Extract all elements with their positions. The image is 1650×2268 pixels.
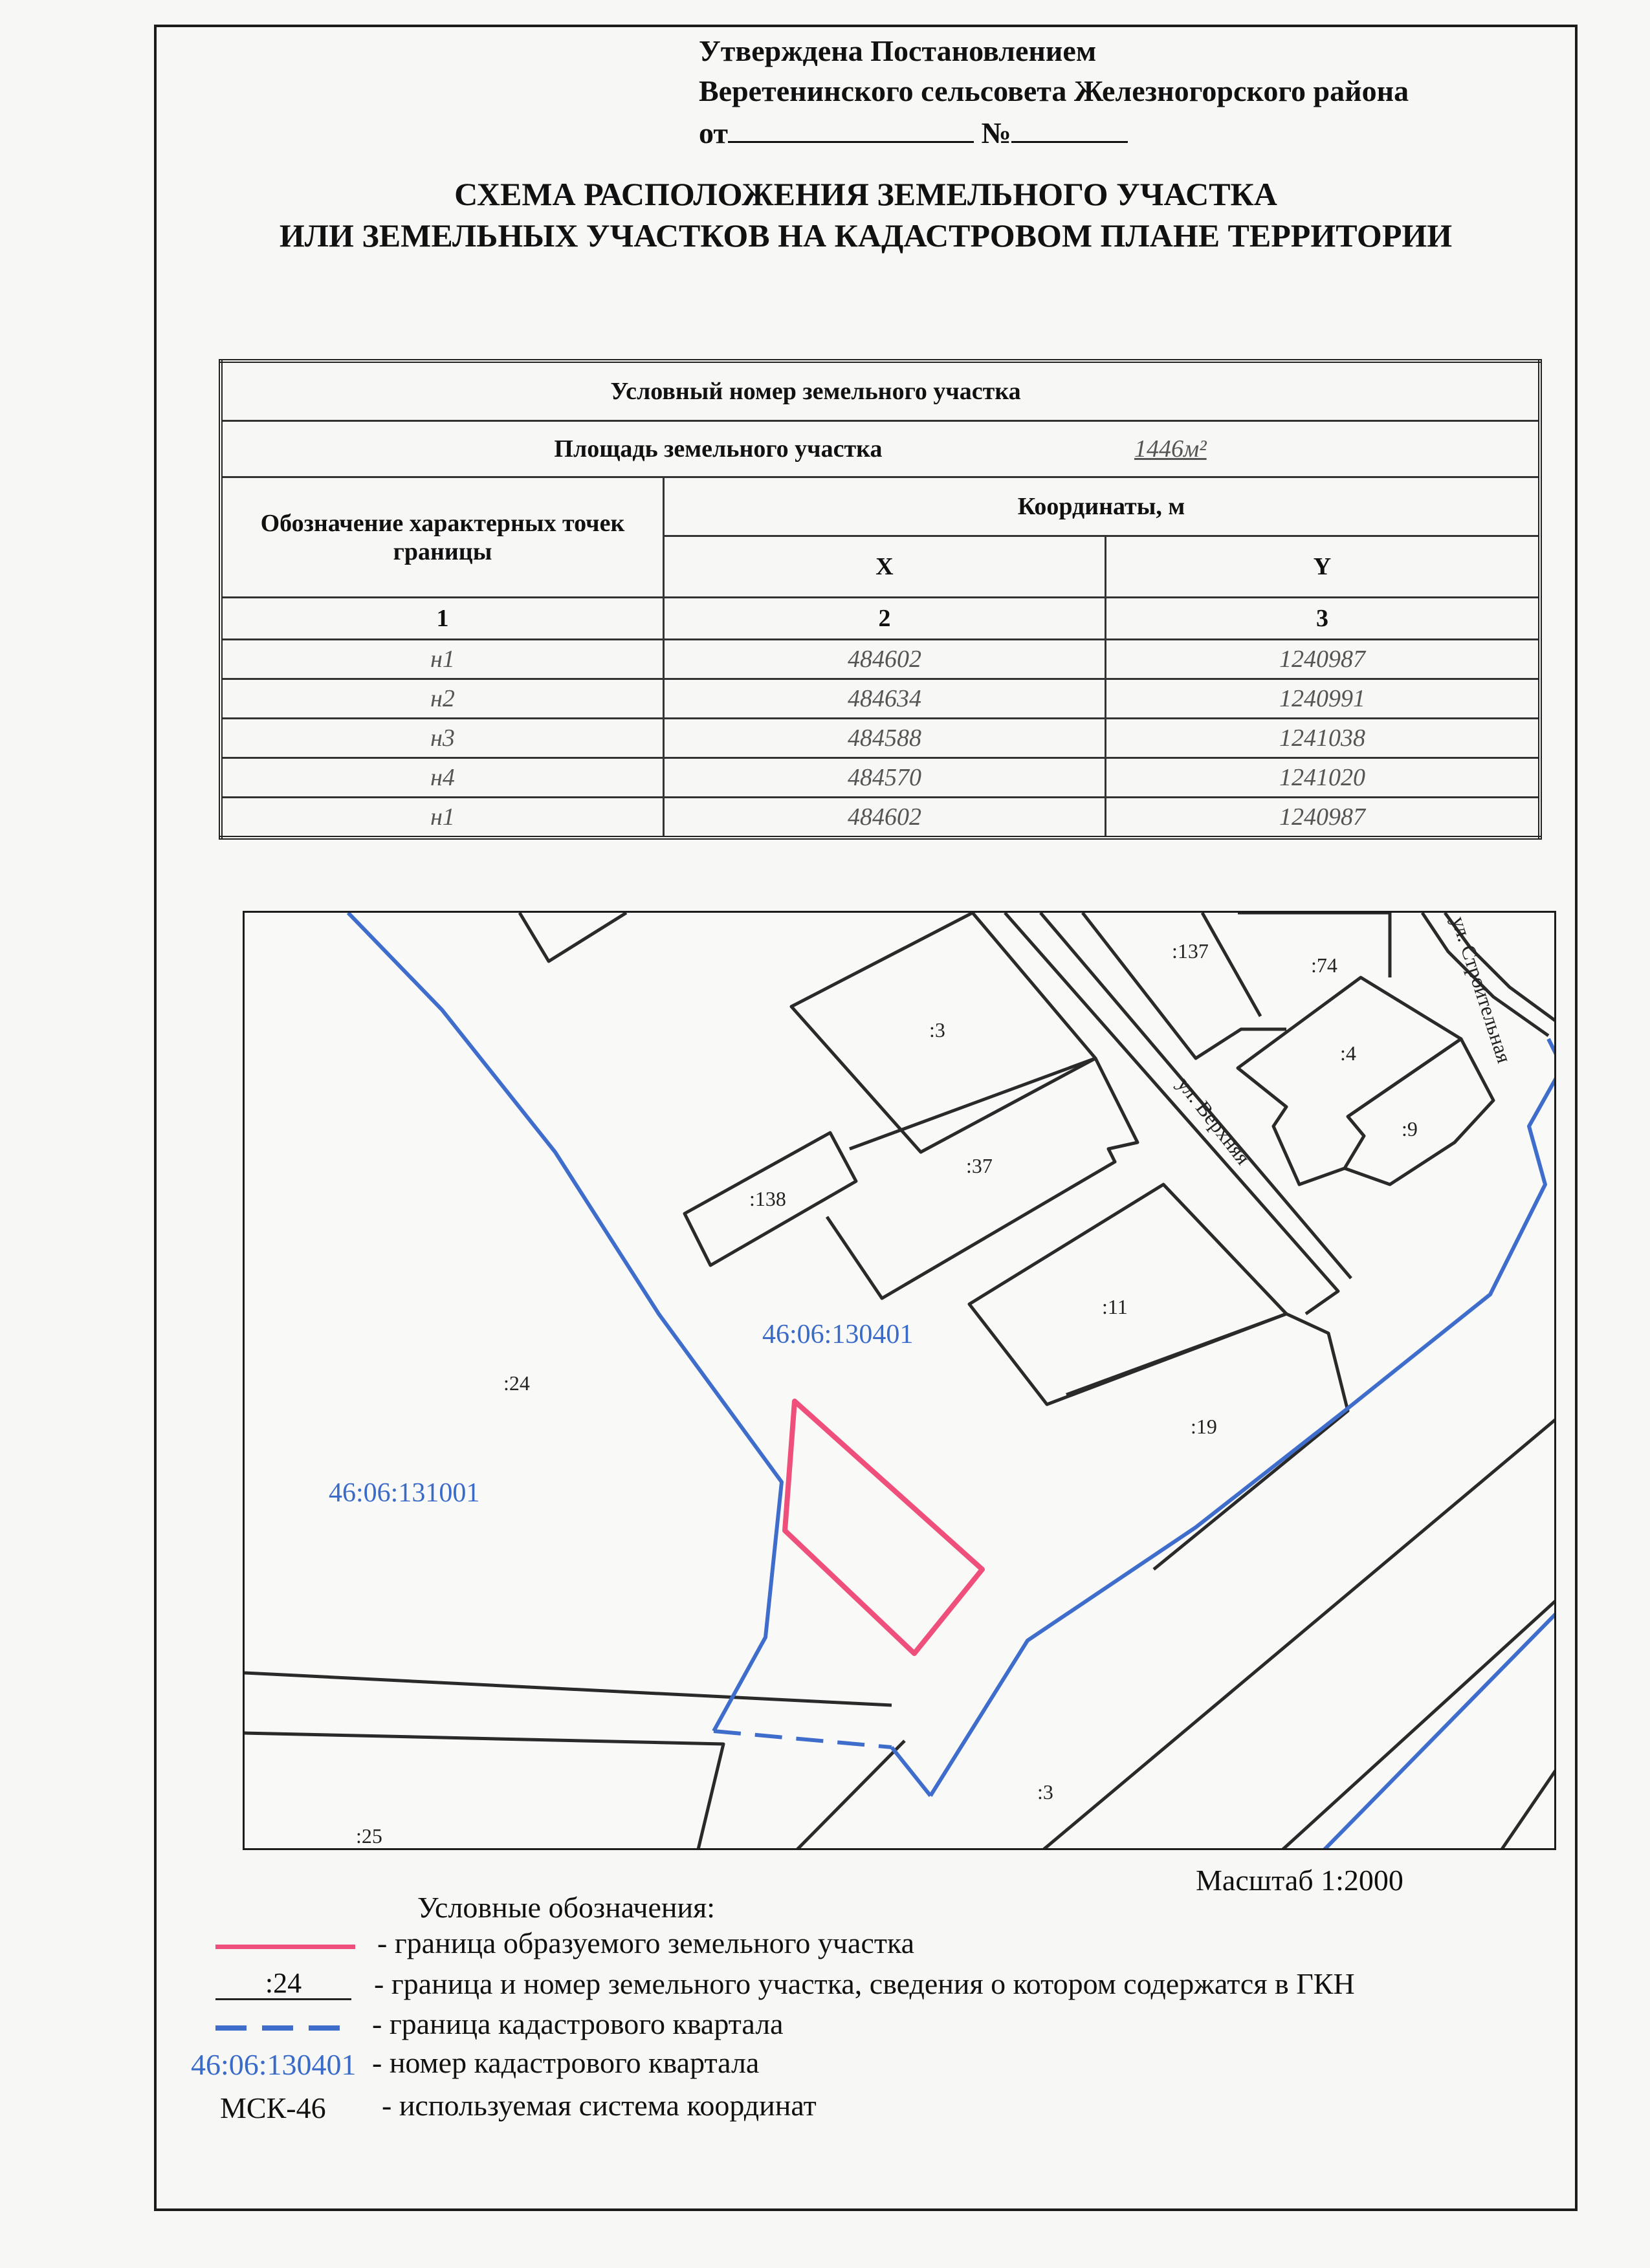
- parcel-label: :9: [1402, 1117, 1418, 1140]
- title-line-1: СХЕМА РАСПОЛОЖЕНИЯ ЗЕМЕЛЬНОГО УЧАСТКА: [454, 176, 1277, 212]
- column-number: 2: [664, 598, 1106, 640]
- conditional-number-label: Условный номер земельного участка: [610, 378, 1021, 405]
- street-label-verkhnyaya: ул. Верхняя: [1172, 1073, 1255, 1169]
- cadastral-map: [243, 911, 1556, 1850]
- parcel-boundary: [1345, 1039, 1493, 1184]
- road-boundary: [1280, 1598, 1556, 1850]
- legend-quarter-boundary-swatch: [215, 2025, 355, 2031]
- road-boundary: [245, 1673, 892, 1705]
- table-row: [221, 640, 1540, 679]
- quarter-boundary: [348, 913, 782, 1731]
- table-row: [221, 719, 1540, 758]
- parcel-label: :11: [1102, 1295, 1128, 1318]
- point-cell: н3: [221, 719, 664, 758]
- quarter-label-west: 46:06:131001: [329, 1478, 480, 1508]
- y-cell: 1241038: [1106, 719, 1541, 758]
- coordinates-header: Координаты, м: [664, 477, 1541, 536]
- title-line-2: ИЛИ ЗЕМЕЛЬНЫХ УЧАСТКОВ НА КАДАСТРОВОМ ПЛАНЕ ТЕРРИТОРИИ: [279, 217, 1453, 254]
- legend-quarter-desc: - номер кадастрового квартала: [372, 2046, 760, 2079]
- street-boundary: [1005, 913, 1338, 1314]
- parcel-label: :137: [1172, 939, 1209, 963]
- quarter-label-main: 46:06:130401: [762, 1320, 914, 1349]
- new-parcel-boundary: [785, 1401, 982, 1653]
- road-boundary: [245, 1733, 723, 1850]
- table-row: [221, 679, 1540, 719]
- legend-title: Условные обозначения:: [417, 1891, 716, 1924]
- street-label-stroitelnaya: ул. Строительная: [1447, 913, 1517, 1066]
- x-cell: 484588: [664, 719, 1106, 758]
- parcel-boundary: [520, 913, 626, 961]
- area-value: 1446м²: [1134, 435, 1207, 463]
- column-number: 1: [221, 598, 664, 640]
- y-cell: 1240987: [1106, 640, 1541, 679]
- legend-parcel-swatch: :24: [215, 1968, 351, 2000]
- approval-line-2: Веретенинского сельсовета Железногорского района: [699, 74, 1409, 107]
- y-header: Y: [1106, 536, 1541, 598]
- y-cell: 1241020: [1106, 758, 1541, 798]
- column-number: 3: [1106, 598, 1541, 640]
- area-row: [221, 421, 1540, 477]
- approval-number-blank: [1011, 111, 1128, 143]
- legend-parcel-desc: - граница и номер земельного участка, сведения о котором содержатся в ГКН: [374, 1967, 1355, 2000]
- legend-quarter-sample: 46:06:130401: [191, 2048, 357, 2081]
- parcel-label: :25: [356, 1824, 382, 1848]
- approval-line-1: Утверждена Постановлением: [699, 34, 1097, 67]
- road-boundary: [1500, 1767, 1556, 1850]
- y-cell: 1240987: [1106, 798, 1541, 838]
- x-cell: 484602: [664, 640, 1106, 679]
- point-cell: н1: [221, 798, 664, 838]
- parcel-label: :74: [1311, 954, 1337, 977]
- road-boundary: [795, 1741, 905, 1850]
- points-header: Обозначение характерных точек границы: [221, 477, 664, 598]
- point-cell: н4: [221, 758, 664, 798]
- table-row: [221, 758, 1540, 798]
- quarter-boundary-dashed: [714, 1731, 892, 1747]
- parcel-boundary: [827, 1058, 1138, 1298]
- legend-crs-desc: - используемая система координат: [382, 2089, 817, 2122]
- map-scale: Масштаб 1:2000: [1196, 1864, 1403, 1897]
- parcel-label: :138: [749, 1187, 786, 1210]
- x-cell: 484602: [664, 798, 1106, 838]
- y-cell: 1240991: [1106, 679, 1541, 719]
- parcel-label: :19: [1191, 1415, 1217, 1438]
- parcel-label: :3: [1037, 1780, 1053, 1804]
- x-cell: 484570: [664, 758, 1106, 798]
- legend-crs-sample: МСК-46: [220, 2091, 326, 2124]
- cadastral-map-drawing: [245, 913, 1556, 1850]
- point-cell: н2: [221, 679, 664, 719]
- quarter-boundary: [1322, 1611, 1556, 1850]
- approval-block: [699, 31, 1409, 153]
- conditional-number-row: [221, 361, 1540, 421]
- legend-new-parcel-desc: - граница образуемого земельного участка: [377, 1926, 915, 1959]
- area-label: Площадь земельного участка: [554, 435, 883, 463]
- approval-number-label: №: [981, 116, 1011, 149]
- table-row: [221, 798, 1540, 838]
- road-boundary: [1040, 1417, 1556, 1850]
- parcel-label: :37: [966, 1154, 993, 1177]
- parcel-label: :3: [929, 1018, 945, 1041]
- approval-line-3: [699, 111, 1409, 153]
- parcel-label: :24: [503, 1371, 530, 1395]
- quarter-boundary: [892, 1747, 930, 1796]
- approval-date-blank: [728, 111, 974, 143]
- point-cell: н1: [221, 640, 664, 679]
- coordinates-table: [219, 359, 1542, 840]
- legend-quarter-boundary-desc: - граница кадастрового квартала: [372, 2007, 784, 2040]
- approval-from-label: от: [699, 116, 728, 149]
- x-cell: 484634: [664, 679, 1106, 719]
- legend-new-parcel-swatch: [215, 1945, 355, 1949]
- parcel-boundary: [1202, 913, 1260, 1016]
- x-header: X: [664, 536, 1106, 598]
- parcel-label: :4: [1340, 1041, 1356, 1065]
- document-title: [154, 173, 1578, 256]
- parcel-boundary: [1238, 977, 1461, 1184]
